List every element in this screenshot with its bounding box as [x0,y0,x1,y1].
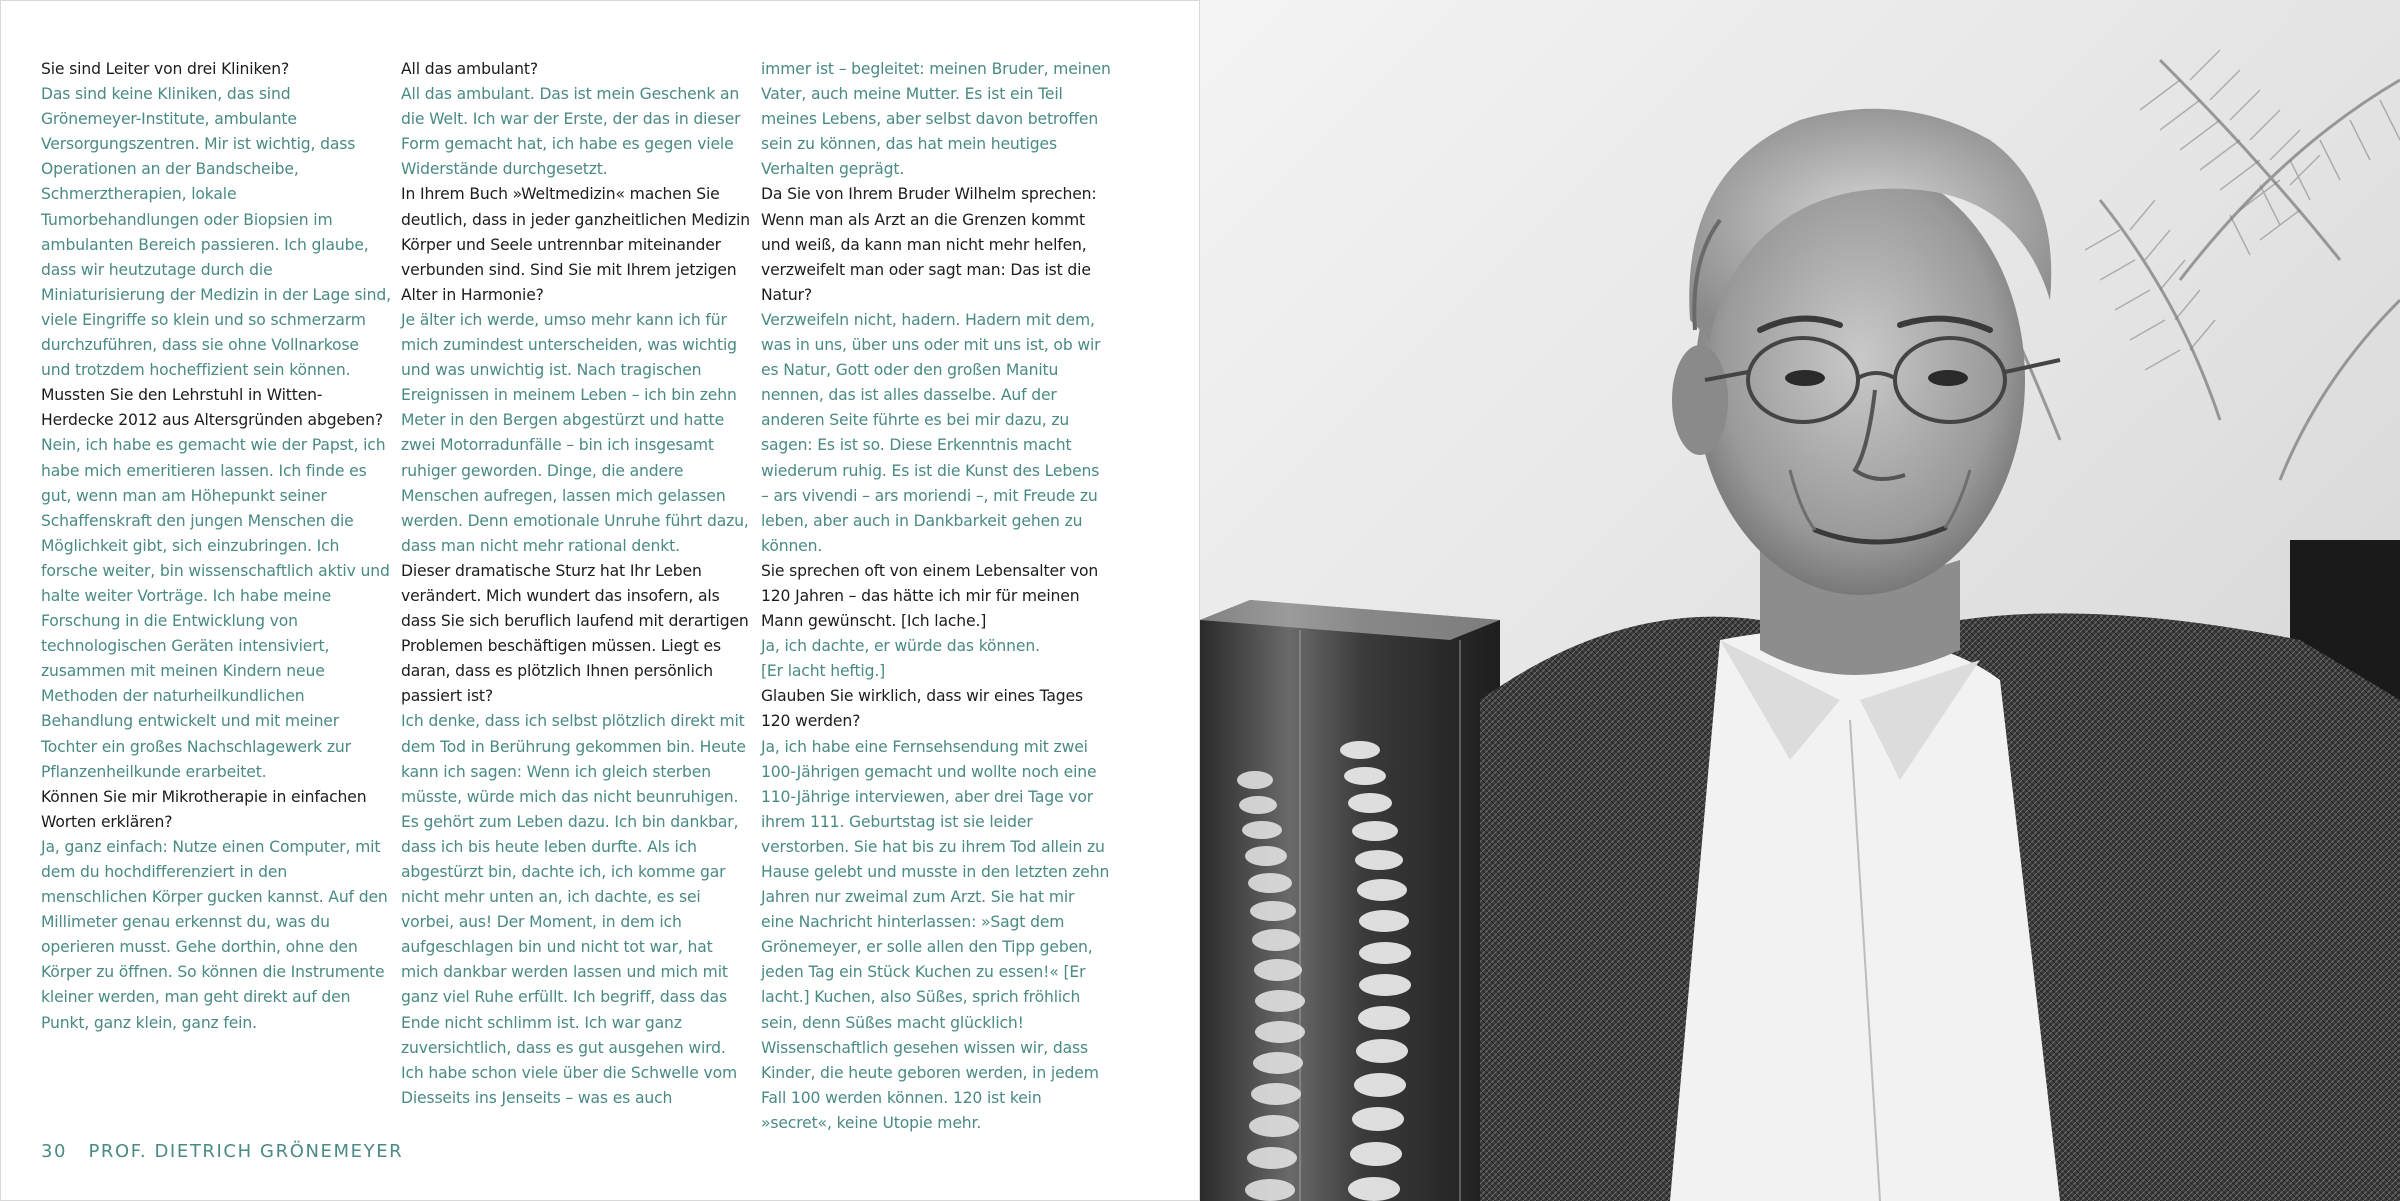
answer: Ja, ganz einfach: Nutze einen Computer, mit dem du hochdifferenziert in den menschlichen Körper gucken kannst. Auf den Millimeter genau erkennst du, was du operieren musst. Gehe dorthin, ohne den Körper zu öffnen. So können die Instrumente kleiner werden, man geht direkt auf den Punkt, ganz klein, ganz fein. [41,837,388,1032]
answer: Das sind keine Kliniken, das sind Grönemeyer-Institute, ambulante Versorgungszentren. Mir ist wichtig, dass Operationen an der Bandscheibe, Schmerztherapien, lokale Tumorbehandlungen oder Biopsien im ambulanten Bereich passieren. Ich glaube, dass wir heutzutage durch die Miniaturisierung der Medizin in der Lage sind, viele Eingriffe so klein und so schmerzarm durchzuführen, dass sie ohne Vollnarkose und trotzdem hocheffizient sein können. [41,85,391,380]
question: Können Sie mir Mikrotherapie in einfachen Worten erklären? [41,787,367,831]
question: Glauben Sie wirklich, dass wir eines Tages 120 werden? [761,687,1083,731]
question: All das ambulant? [401,60,538,78]
question: Sie sind Leiter von drei Kliniken? [41,60,290,78]
answer: Ja, ich habe eine Fernsehsendung mit zwei 100-Jährigen gemacht und wollte noch eine 110-Jährige interviewen, aber drei Tage vor ihrem 111. Geburtstag ist sie leider verstorben. Sie hat bis zu ihrem Tod allein zu Hause gelebt und musste in den letzten zehn Jahren nur zweimal zum Arzt. Sie hat mir eine Nachricht hinterlassen: »Sagt dem Grönemeyer, er solle allen den Tipp geben, jeden Tag ein Stück Kuchen zu essen!« [Er lacht.] Kuchen, also Süßes, sprich fröhlich sein, denn Süßes macht glücklich! Wissenschaftlich gesehen wissen wir, dass Kinder, die heute geboren werden, in jedem Fall 100 werden können. 120 ist kein »secret«, keine Utopie mehr. [761,737,1110,1132]
question: Da Sie von Ihrem Bruder Wilhelm sprechen: Wenn man als Arzt an die Grenzen kommt und weiß, da kann man nicht mehr helfen, verzweifelt man oder sagt man: Das ist die Natur? [761,185,1097,304]
question: Mussten Sie den Lehrstuhl in Witten-Herdecke 2012 aus Altersgründen abgeben? [41,386,383,430]
portrait-photo [1200,0,2400,1201]
page-running-title: PROF. DIETRICH GRÖNEMEYER [88,1141,404,1162]
answer: Je älter ich werde, umso mehr kann ich für mich zumindest unterscheiden, was wichtig und was unwichtig ist. Nach tragischen Ereignissen in meinem Leben – ich bin zehn Meter in den Bergen abgestürzt und hatte zwei Motorradunfälle – bin ich insgesamt ruhiger geworden. Dinge, die andere Menschen aufregen, lassen mich gelassen werden. Denn emotionale Unruhe führt dazu, dass man nicht mehr rational denkt. [401,310,749,555]
text-column-1 [41,57,391,1036]
answer: Verzweifeln nicht, hadern. Hadern mit dem, was in uns, über uns oder mit uns ist, ob wir es Natur, Gott oder den großen Manitu nennen, das ist alles dasselbe. Auf der anderen Seite führte es bei mir dazu, zu sagen: Es ist so. Diese Erkenntnis macht wiederum ruhig. Es ist die Kunst des Lebens – ars vivendi – ars moriendi –, mit Freude zu leben, aber auch in Dankbarkeit gehen zu können. [761,310,1101,555]
question: Dieser dramatische Sturz hat Ihr Leben verändert. Mich wundert das insofern, als dass Sie sich beruflich laufend mit derartigen Problemen beschäftigen müssen. Liegt es daran, dass es plötzlich Ihnen persönlich passiert ist? [401,561,749,706]
portrait-illustration [1200,0,2400,1201]
answer: All das ambulant. Das ist mein Geschenk an die Welt. Ich war der Erste, der das in dieser Form gemacht hat, ich habe es gegen viele Widerstände durchgesetzt. [401,85,741,179]
page-number: 30 [41,1141,68,1162]
page-folio [41,1141,403,1162]
question: Sie sprechen oft von einem Lebensalter von 120 Jahren – das hätte ich mir für meinen Mann gewünscht. [Ich lache.] [761,561,1099,631]
answer: Nein, ich habe es gemacht wie der Papst, ich habe mich emeritieren lassen. Ich finde es gut, wenn man am Höhepunkt seiner Schaffenskraft den jungen Menschen die Möglichkeit gibt, sich einzubringen. Ich forsche weiter, bin wissenschaftlich aktiv und halte weiter Vorträge. Ich habe meine Forschung in die Entwicklung von technologischen Geräten intensiviert, zusammen mit meinen Kindern neue Methoden der naturheilkundlichen Behandlung entwickelt und mit meiner Tochter ein großes Nachschlagewerk zur Pflanzenheilkunde erarbeitet. [41,436,390,781]
text-column-2 [401,57,751,1111]
answer: Ich denke, dass ich selbst plötzlich direkt mit dem Tod in Berührung gekommen bin. Heute kann ich sagen: Wenn ich gleich sterben müsste, würde mich das nicht beunruhigen. Es gehört zum Leben dazu. Ich bin dankbar, dass ich bis heute leben durfte. Als ich abgestürzt bin, dachte ich, ich komme gar nicht mehr unten an, ich dachte, es sei vorbei, aus! Der Moment, in dem ich aufgeschlagen bin und nicht tot war, hat mich dankbar werden lassen und mich mit ganz viel Ruhe erfüllt. Ich begriff, dass das Ende nicht schlimm ist. Ich war ganz zuversichtlich, dass es gut ausgehen wird. Ich habe schon viele über die Schwelle vom Diesseits ins Jenseits – was es auch [401,712,746,1107]
answer: Ja, ich dachte, er würde das können. [761,637,1040,656]
question: In Ihrem Buch »Weltmedizin« machen Sie deutlich, dass in jeder ganzheitlichen Medizin Körper und Seele untrennbar miteinander verbunden sind. Sind Sie mit Ihrem jetzigen Alter in Harmonie? [401,185,750,304]
answer: [Er lacht heftig.] [761,662,886,681]
text-column-3 [761,57,1111,1136]
answer: immer ist – begleitet: meinen Bruder, meinen Vater, auch meine Mutter. Es ist ein Teil meines Lebens, aber selbst davon betroffen sein zu können, das hat mein heutiges Verhalten geprägt. [761,60,1111,179]
